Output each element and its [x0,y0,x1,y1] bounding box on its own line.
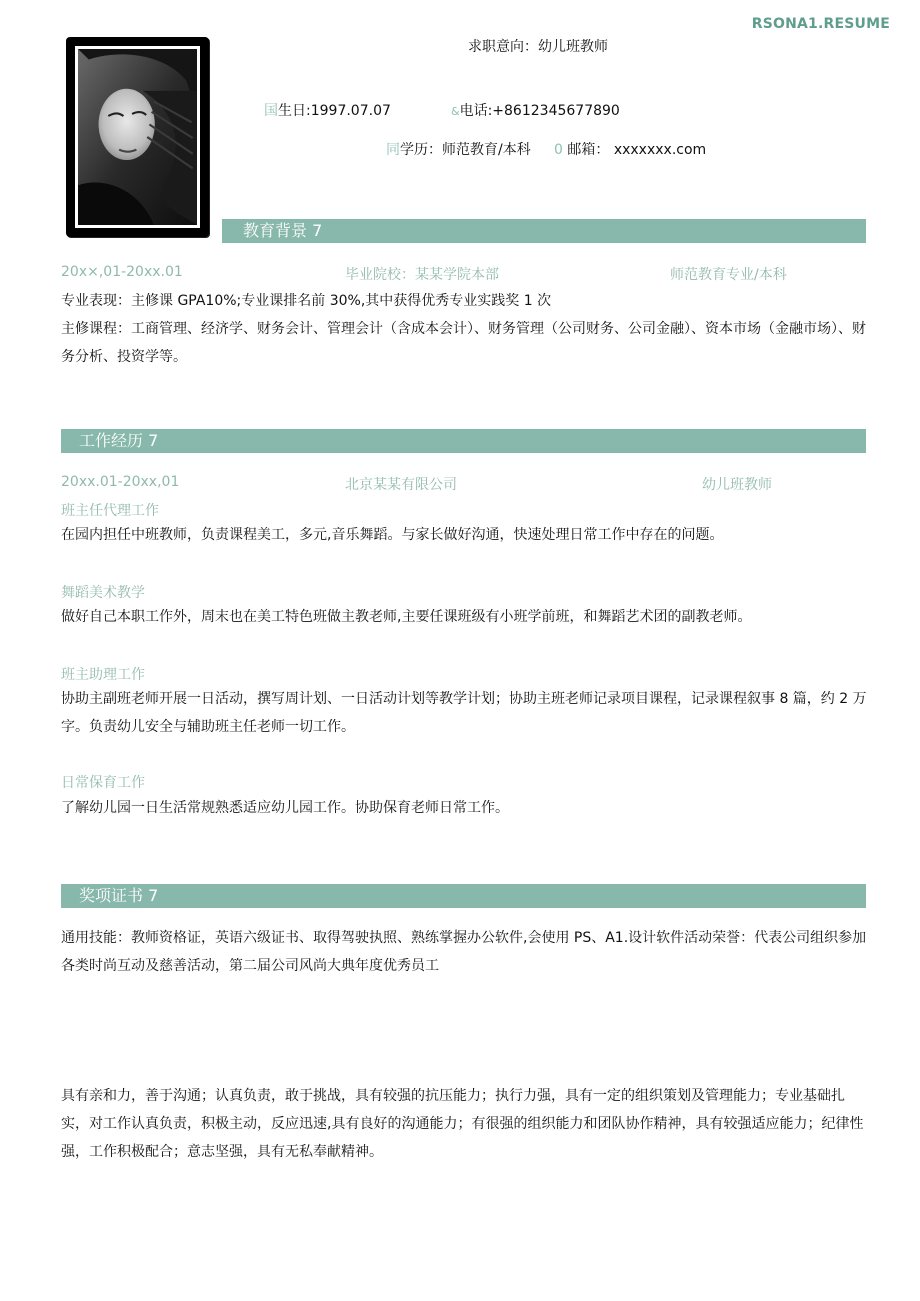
work-item-text: 在园内担任中班教师，负责课程美工，多元,音乐舞蹈。与家长做好沟通，快速处理日常工作中存在的问题。 [61,527,724,543]
education-value: 师范教育/本科 [442,142,531,158]
birth-value: 1997.07.07 [310,103,391,119]
section-header-education [222,219,866,243]
email-info [554,139,706,159]
section-title-education: 教育背景 7 [243,221,323,240]
work-item-text: 协助主副班老师开展一日活动，撰写周计划、一日活动计划等教学计划；协助主班老师记录项目课程，记录课程叙事 8 篇，约 2 万字。负责幼儿安全与辅助班主任老师一切工作。 [61,691,867,735]
education-info [386,139,531,159]
education-icon: 同 [386,142,400,158]
profile-photo [66,37,209,237]
work-item-heading: 班主任代理工作 [61,503,159,519]
portrait-image [78,49,197,225]
birth-label: 生日: [278,103,311,119]
section-header-awards [61,884,866,908]
work-item-text: 做好自己本职工作外，周末也在美工特色班做主教老师,主要任课班级有小班学前班，和舞蹈艺术团的副教老师。 [61,609,752,625]
email-label: 邮箱： [567,142,610,158]
phone-icon: & [451,105,460,118]
brand-logo-text: RSONA1.RESUME [751,16,890,32]
phone-info [451,100,620,120]
section-title-work: 工作经历 7 [79,431,159,450]
work-company: 北京某某有限公司 [345,477,457,493]
awards-text: 通用技能：教师资格证，英语六级证书、取得驾驶执照、熟练掌握办公软件,会使用 PS、A1.设计软件活动荣誉：代表公司组织参加各类时尚互动及慈善活动，第二届公司风尚大典年度优秀员工 [61,930,867,974]
birth-icon: 国 [264,103,278,119]
email-icon: 0 [554,142,563,158]
photo-mat [75,46,200,228]
birth-info [264,100,391,120]
work-item-text: 了解幼儿园一日生活常规熟悉适应幼儿园工作。协助保育老师日常工作。 [61,800,509,816]
work-item-heading: 日常保育工作 [61,775,145,791]
work-item-heading: 班主助理工作 [61,667,145,683]
job-objective-label: 求职意向： [468,39,538,55]
education-label: 学历： [400,142,442,158]
work-position: 幼儿班教师 [702,477,772,493]
work-item-heading: 舞蹈美术教学 [61,585,145,601]
education-performance: 专业表现：主修课 GPA10%;专业课排名前 30%,其中获得优秀专业实践奖 1 次 [61,293,552,309]
education-period: 20x×,01-20xx.01 [61,264,183,280]
section-header-work [61,429,866,453]
section-title-awards: 奖项证书 7 [79,886,159,905]
education-school: 毕业院校：某某学院本部 [345,267,499,283]
phone-value: +8612345677890 [492,103,620,119]
self-evaluation-text: 具有亲和力，善于沟通；认真负责，敢于挑战，具有较强的抗压能力；执行力强，具有一定的组织策划及管理能力；专业基础扎实，对工作认真负责，积极主动，反应迅速,具有良好的沟通能力；有很强的组织能力和团队协作精神，具有较强适应能力；纪律性强，工作积极配合；意志坚强，具有无私奉献精神。 [61,1088,864,1160]
email-value: xxxxxxx.com [613,142,707,158]
education-major: 师范教育专业/本科 [670,267,787,283]
education-courses: 主修课程：工商管理、经济学、财务会计、管理会计（含成本会计）、财务管理（公司财务、公司金融）、资本市场（金融市场）、财务分析、投资学等。 [61,321,866,365]
work-period: 20xx.01-20xx,01 [61,474,180,490]
phone-label: 电话: [459,103,493,119]
job-objective-value: 幼儿班教师 [538,39,608,55]
job-objective [468,36,608,56]
